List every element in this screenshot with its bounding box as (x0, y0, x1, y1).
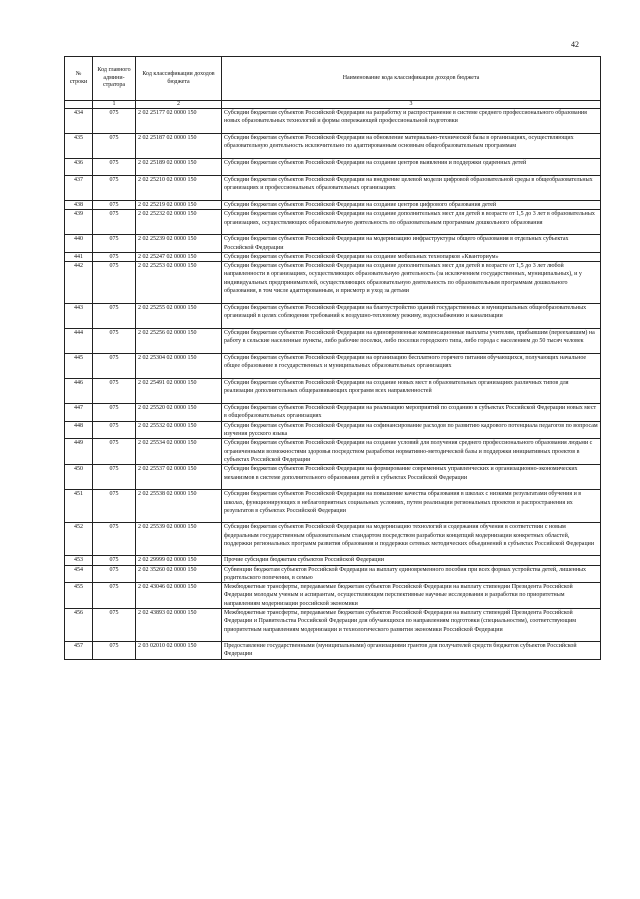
classification-code-cell: 2 02 25247 02 0000 150 (136, 252, 222, 261)
table-body (65, 101, 601, 660)
classification-code-cell: 2 02 25256 02 0000 150 (136, 329, 222, 354)
admin-code-cell: 075 (93, 565, 136, 583)
admin-code-cell: 075 (93, 354, 136, 379)
admin-code-cell: 075 (93, 439, 136, 465)
classification-code-cell: 2 02 25491 02 0000 150 (136, 379, 222, 404)
table-row (65, 565, 601, 583)
classification-code-cell: 2 02 25520 02 0000 150 (136, 404, 222, 422)
row-number-cell: 438 (65, 201, 93, 210)
classification-code-cell: 2 02 43893 02 0000 150 (136, 609, 222, 642)
classification-code-cell: 2 02 25187 02 0000 150 (136, 134, 222, 159)
table-row (65, 329, 601, 354)
classification-name-cell: Субсидии бюджетам субъектов Российской Федерации на разработку и распространение в системе среднего профессионального образования новых образовательных технологий и формы опережающей профессиональной подготовки (222, 109, 601, 134)
index-cell: 3 (222, 101, 601, 109)
classification-code-cell: 2 02 25210 02 0000 150 (136, 176, 222, 201)
admin-code-cell: 075 (93, 421, 136, 439)
admin-code-cell: 075 (93, 134, 136, 159)
classification-name-cell: Субсидии бюджетам субъектов Российской Федерации на реализацию мероприятий по созданию в субъектах Российской Федерации новых мест в общеобразовательных организациях (222, 404, 601, 422)
table-row (65, 490, 601, 523)
row-number-cell: 451 (65, 490, 93, 523)
row-number-cell: 454 (65, 565, 93, 583)
admin-code-cell: 075 (93, 304, 136, 329)
row-number-cell: 453 (65, 556, 93, 565)
admin-code-cell: 075 (93, 404, 136, 422)
admin-code-cell: 075 (93, 642, 136, 660)
classification-name-cell: Субсидии бюджетам субъектов Российской Федерации на создание новых мест в образовательных организациях различных типов для реализации дополнительных общеразвивающих программ всех направленностей (222, 379, 601, 404)
table-row (65, 176, 601, 201)
table-row (65, 109, 601, 134)
table-row (65, 404, 601, 422)
table-row (65, 556, 601, 565)
classification-name-cell: Субсидии бюджетам субъектов Российской Федерации на софинансирование расходов по развитию кадрового потенциала педагогов по вопросам изучения русского языка (222, 421, 601, 439)
table-row (65, 354, 601, 379)
admin-code-cell: 075 (93, 176, 136, 201)
row-number-cell: 452 (65, 523, 93, 556)
admin-code-cell: 075 (93, 609, 136, 642)
admin-code-cell: 075 (93, 583, 136, 609)
row-number-cell: 456 (65, 609, 93, 642)
classification-name-cell: Субсидии бюджетам субъектов Российской Федерации на благоустройство зданий государственных и муниципальных общеобразовательных организаций в целях соблюдения требований к воздушно-тепловому режиму, водоснабжению и канализации (222, 304, 601, 329)
classification-code-cell: 2 02 25219 02 0000 150 (136, 201, 222, 210)
classification-code-cell: 2 02 25189 02 0000 150 (136, 159, 222, 176)
table-row (65, 262, 601, 304)
classification-name-cell: Субсидии бюджетам субъектов Российской Федерации на обновление материально-технической базы в организациях, осуществляющих образовательную деятельность исключительно по адаптированным основным общеобразовательным программам (222, 134, 601, 159)
classification-code-cell: 2 02 29999 02 0000 150 (136, 556, 222, 565)
row-number-cell: 450 (65, 465, 93, 490)
index-cell (65, 101, 93, 109)
admin-code-cell: 075 (93, 159, 136, 176)
table-row (65, 235, 601, 253)
row-number-cell: 444 (65, 329, 93, 354)
table-row (65, 159, 601, 176)
table-row (65, 583, 601, 609)
row-number-cell: 457 (65, 642, 93, 660)
classification-name-cell: Межбюджетные трансферты, передаваемые бюджетам субъектов Российской Федерации на выплату стипендии Президента Российской Федерации молодым ученым и аспирантам, осуществляющим перспективные научные исследования и разработки по приоритетным направлениям модернизации российской экономики (222, 583, 601, 609)
column-index-row (65, 101, 601, 109)
table-row (65, 642, 601, 660)
table-row (65, 421, 601, 439)
header-admin-code: Код главного админи-стратора (93, 57, 136, 101)
table-row (65, 465, 601, 490)
classification-name-cell: Субсидии бюджетам субъектов Российской Федерации на модернизацию технологий и содержания обучения в соответствии с новым федеральным государственным образовательным стандартом посредством разработки концепций модернизации конкретных областей, поддержки региональных программ развития образования и поддержки сетевых методических объединений в субъектах Российской Федерации (222, 523, 601, 556)
classification-name-cell: Межбюджетные трансферты, передаваемые бюджетам субъектов Российской Федерации на выплату стипендий Президента Российской Федерации и Правительства Российской Федерации для обучающихся по направлениям подготовки (специальностям), соответствующим приоритетным направлениям модернизации и технологического развития экономики Российской Федерации (222, 609, 601, 642)
classification-name-cell: Субвенции бюджетам субъектов Российской Федерации на выплату единовременного пособия при всех формах устройства детей, лишенных родительского попечения, в семью (222, 565, 601, 583)
classification-name-cell: Субсидии бюджетам субъектов Российской Федерации на создание условий для получения среднего профессионального образования людьми с ограниченными возможностями здоровья посредством разработки нормативно-методической базы и поддержки инициативных проектов в субъектах Российской Федерации (222, 439, 601, 465)
admin-code-cell: 075 (93, 523, 136, 556)
classification-name-cell: Субсидии бюджетам субъектов Российской Федерации на создание дополнительных мест для детей в возрасте от 1,5 до 3 лет в образовательных организациях, осуществляющих образовательную деятельность по образовательным программам дошкольного образования (222, 210, 601, 235)
classification-name-cell: Предоставление государственными (муниципальными) организациями грантов для получателей средств бюджетов субъектов Российской Федерации (222, 642, 601, 660)
classification-code-cell: 2 02 25253 02 0000 150 (136, 262, 222, 304)
admin-code-cell: 075 (93, 262, 136, 304)
row-number-cell: 447 (65, 404, 93, 422)
classification-name-cell: Субсидии бюджетам субъектов Российской Федерации на создание дополнительных мест для детей в возрасте от 1,5 до 3 лет любой направленности в организациях, осуществляющих образовательную деятельность (за исключением государственных, муниципальных), и у индивидуальных предпринимателей, осуществляющих образовательную деятельность по образовательным программам дошкольного образования, в том числе адаптированным, и присмотр и уход за детьми (222, 262, 601, 304)
admin-code-cell: 075 (93, 490, 136, 523)
row-number-cell: 455 (65, 583, 93, 609)
row-number-cell: 448 (65, 421, 93, 439)
classification-code-cell: 2 02 25232 02 0000 150 (136, 210, 222, 235)
header-row-number: № строки (65, 57, 93, 101)
budget-revenue-table (64, 56, 601, 660)
row-number-cell: 449 (65, 439, 93, 465)
header-classification-name: Наименование кода классификации доходов бюджета (222, 57, 601, 101)
table-row (65, 609, 601, 642)
row-number-cell: 435 (65, 134, 93, 159)
classification-code-cell: 2 02 25532 02 0000 150 (136, 421, 222, 439)
table-row (65, 252, 601, 261)
table-row (65, 523, 601, 556)
classification-name-cell: Субсидии бюджетам субъектов Российской Федерации на создание центров выявления и поддержки одаренных детей (222, 159, 601, 176)
classification-code-cell: 2 02 25534 02 0000 150 (136, 439, 222, 465)
classification-name-cell: Субсидии бюджетам субъектов Российской Федерации на повышение качества образования в школах с низкими результатами обучения и в школах, функционирующих в неблагоприятных социальных условиях, путем реализации региональных проектов и распространения их результатов в субъектах Российской Федерации (222, 490, 601, 523)
admin-code-cell: 075 (93, 329, 136, 354)
classification-code-cell: 2 02 25255 02 0000 150 (136, 304, 222, 329)
header-classification-code: Код классификации доходов бюджета (136, 57, 222, 101)
row-number-cell: 440 (65, 235, 93, 253)
row-number-cell: 436 (65, 159, 93, 176)
classification-name-cell: Субсидии бюджетам субъектов Российской Федерации на организацию бесплатного горячего питания обучающихся, получающих начальное общее образование в государственных и муниципальных образовательных организациях (222, 354, 601, 379)
row-number-cell: 441 (65, 252, 93, 261)
page-number: 42 (571, 40, 579, 49)
admin-code-cell: 075 (93, 201, 136, 210)
header-row (65, 57, 601, 101)
classification-code-cell: 2 02 25304 02 0000 150 (136, 354, 222, 379)
classification-code-cell: 2 02 25537 02 0000 150 (136, 465, 222, 490)
index-cell: 1 (93, 101, 136, 109)
admin-code-cell: 075 (93, 210, 136, 235)
table-row (65, 304, 601, 329)
admin-code-cell: 075 (93, 235, 136, 253)
table-row (65, 379, 601, 404)
classification-code-cell: 2 02 25539 02 0000 150 (136, 523, 222, 556)
row-number-cell: 443 (65, 304, 93, 329)
classification-code-cell: 2 02 25538 02 0000 150 (136, 490, 222, 523)
admin-code-cell: 075 (93, 252, 136, 261)
admin-code-cell: 075 (93, 379, 136, 404)
classification-name-cell: Субсидии бюджетам субъектов Российской Федерации на единовременные компенсационные выплаты учителям, прибывшим (переехавшим) на работу в сельские населенные пункты, либо рабочие поселки, либо поселки городского типа, либо города с населением до 50 тысяч человек (222, 329, 601, 354)
row-number-cell: 446 (65, 379, 93, 404)
table-row (65, 439, 601, 465)
classification-name-cell: Субсидии бюджетам субъектов Российской Федерации на формирование современных управленческих и организационно-экономических механизмов в системе дополнительного образования детей в субъектах Российской Федерации (222, 465, 601, 490)
classification-name-cell: Субсидии бюджетам субъектов Российской Федерации на создание центров цифрового образования детей (222, 201, 601, 210)
row-number-cell: 445 (65, 354, 93, 379)
row-number-cell: 442 (65, 262, 93, 304)
admin-code-cell: 075 (93, 465, 136, 490)
table-row (65, 134, 601, 159)
row-number-cell: 439 (65, 210, 93, 235)
classification-code-cell: 2 02 25177 02 0000 150 (136, 109, 222, 134)
table-row (65, 201, 601, 210)
classification-code-cell: 2 03 02010 02 0000 150 (136, 642, 222, 660)
classification-name-cell: Субсидии бюджетам субъектов Российской Федерации на модернизацию инфраструктуры общего образования в отдельных субъектах Российской Федерации (222, 235, 601, 253)
classification-name-cell: Прочие субсидии бюджетам субъектов Российской Федерации (222, 556, 601, 565)
classification-code-cell: 2 02 35260 02 0000 150 (136, 565, 222, 583)
row-number-cell: 434 (65, 109, 93, 134)
admin-code-cell: 075 (93, 109, 136, 134)
index-cell: 2 (136, 101, 222, 109)
classification-name-cell: Субсидии бюджетам субъектов Российской Федерации на внедрение целевой модели цифровой образовательной среды в общеобразовательных организациях и профессиональных образовательных организациях (222, 176, 601, 201)
classification-code-cell: 2 02 25239 02 0000 150 (136, 235, 222, 253)
row-number-cell: 437 (65, 176, 93, 201)
table-row (65, 210, 601, 235)
admin-code-cell: 075 (93, 556, 136, 565)
classification-code-cell: 2 02 43046 02 0000 150 (136, 583, 222, 609)
classification-name-cell: Субсидии бюджетам субъектов Российской Федерации на создание мобильных технопарков «Кванториум» (222, 252, 601, 261)
